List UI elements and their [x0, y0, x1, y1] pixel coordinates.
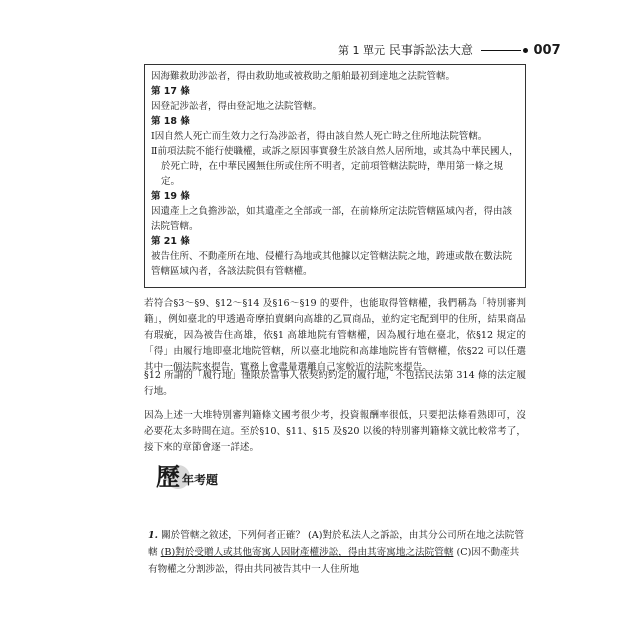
- body-paragraph-2: §12 所謂的「履行地」僅限於當事人依契約約定的履行地，不包括民法第 314 條的法定履行地。: [144, 370, 526, 397]
- question-stem: 關於管轄之敘述，下列何者正確？: [161, 530, 305, 541]
- running-header: [338, 41, 561, 59]
- option-a: (A)對於私法人之訴訟，由其分公司所在地之法院管轄: [148, 530, 524, 558]
- article-19-title: 第 19 條: [151, 191, 190, 202]
- statute-line-top: 因海難救助涉訟者，得由救助地或被救助之船舶最初到達地之法院管轄。: [151, 71, 456, 82]
- article-19-text: 因遺產上之負擔涉訟，如其遺產之全部或一部，在前條所定法院管轄區域內者，得由該法院管轄。: [151, 206, 513, 232]
- option-b: (B)對於受贈人或其他寄寓人因財產權涉訟，得由其寄寓地之法院管轄: [160, 547, 454, 558]
- article-18-title: 第 18 條: [151, 116, 190, 127]
- statute-box: [144, 64, 526, 288]
- article-21-text: 被告住所、不動產所在地、侵權行為地或其他據以定管轄法院之地，跨連或散在數法院管轄區域內者，各該法院俱有管轄權。: [151, 251, 513, 277]
- article-21-title: 第 21 條: [151, 236, 190, 247]
- option-c: (C)因不動產共有物權之分割涉訟，得由共同被告其中一人住所地: [148, 547, 520, 575]
- question-number: 1.: [148, 530, 159, 541]
- heading-big-char: 歷: [156, 462, 180, 491]
- header-dot: [523, 48, 528, 53]
- page-number: 007: [533, 43, 561, 58]
- article-18-para-1: Ⅰ因自然人死亡而生效力之行為涉訟者，得由該自然人死亡時之住所地法院管轄。: [151, 131, 488, 142]
- body-paragraph-1: 若符合§3～§9、§12～§14 及§16～§19 的要件，也能取得管轄權，我們稱為「特別審判籍」，例如臺北的甲透過奇摩拍賣網向高雄的乙買商品，並約定宅配到甲的住所，結果商品有瑕疵，因為被告住高雄，依§1 高雄地院有管轄權，因為履行地在臺北，依§12 規定的「得」由履行地即臺北地院管轄，所以臺北地院和高雄地院皆有管轄權，依§22 可以任選其中一個法院來提告，實務上會盡量選離自己家較近的法院來提告。: [144, 298, 526, 373]
- article-17-title: 第 17 條: [151, 86, 190, 97]
- heading-text: 年考題: [182, 473, 219, 487]
- unit-label: 第 1 單元: [338, 44, 385, 57]
- header-rule: [481, 50, 521, 51]
- article-17-text: 因登記涉訟者，得由登記地之法院管轄。: [151, 101, 323, 112]
- question-1: [148, 527, 528, 578]
- article-18-para-2: Ⅱ前項法院不能行使職權，或訴之原因事實發生於該自然人居所地，或其為中華民國人，於死亡時，在中華民國無住所或住所不明者，定前項管轄法院時，準用第一條之規定。: [151, 146, 519, 187]
- past-exam-heading: [156, 463, 296, 495]
- body-paragraph-3: 因為上述一大堆特別審判籍條文國考很少考，投資報酬率很低，只要把法條看熟即可，沒必要花太多時間在這。至於§10、§11、§15 及§20 以後的特別審判籍條文就比較常考了，接下來的章節會逐一詳述。: [144, 410, 526, 453]
- book-title: 民事訴訟法大意: [388, 43, 473, 57]
